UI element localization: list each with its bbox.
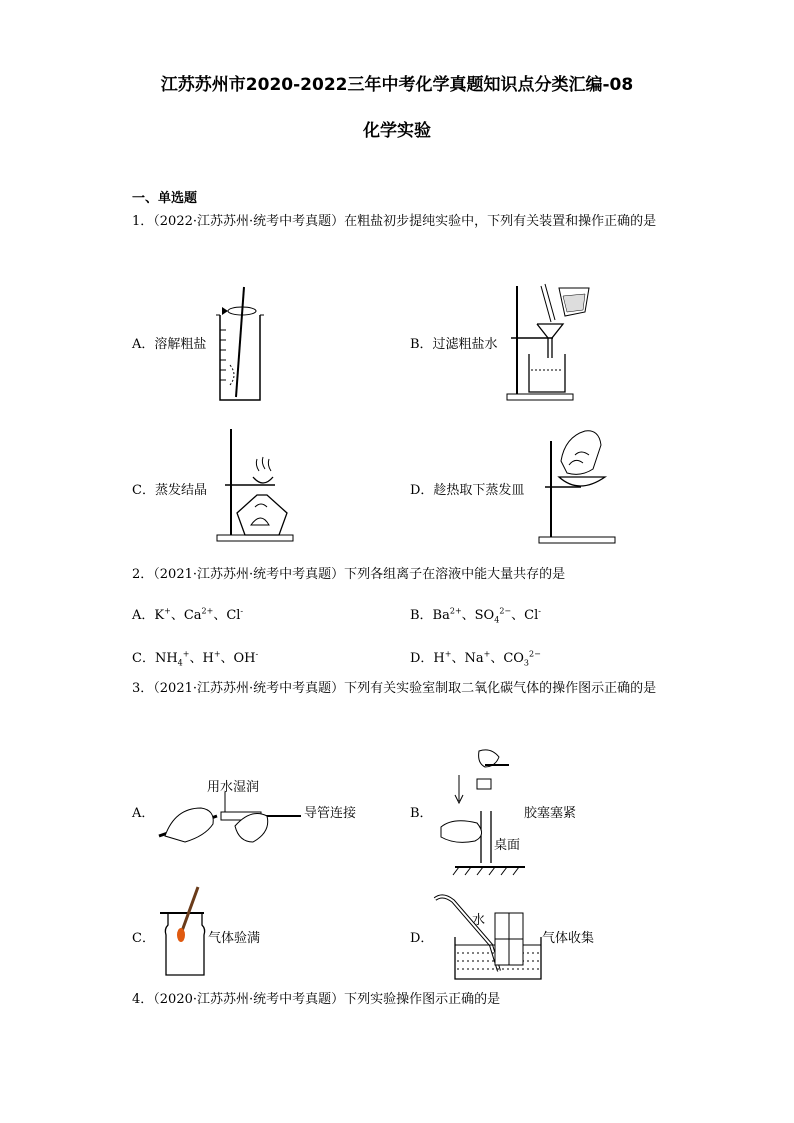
- q3-option-d: D．: [410, 931, 434, 946]
- gas-test-bottle-illustration: [158, 885, 208, 977]
- q3-a-label-connect: 导管连接: [304, 806, 357, 821]
- stopper-into-tube-illustration: [435, 745, 525, 875]
- tube-connection-illustration: [155, 792, 305, 852]
- q3-b-label-stopper: 胶塞塞紧: [524, 806, 577, 821]
- q1-option-a: A．溶解粗盐: [132, 337, 207, 352]
- q3-d-label-collect: 气体收集: [542, 931, 595, 946]
- page-title-line1: 江苏苏州市2020-2022三年中考化学真题知识点分类汇编-08: [160, 75, 634, 95]
- q3-option-a: A．: [132, 806, 155, 821]
- q2-option-c: C．$NH_4^+$、H+、OH-: [132, 649, 259, 668]
- filtration-illustration: [505, 282, 600, 407]
- hand-removing-dish-illustration: [535, 427, 620, 549]
- q2-option-a: A．K+、$Ca^{2+}$、Cl-: [132, 606, 244, 623]
- evaporation-illustration: [215, 427, 300, 547]
- q3-option-b: B．: [410, 806, 433, 821]
- q3-a-label-wet: 用水湿润: [207, 780, 260, 795]
- q3-c-label-check: 气体验满: [208, 931, 261, 946]
- water-collection-illustration: [433, 893, 548, 983]
- dissolving-beaker-illustration: [208, 285, 268, 405]
- q3-option-c: C．: [132, 931, 155, 946]
- q3-b-label-desk: 桌面: [494, 838, 521, 853]
- q2-option-b: B．$Ba^{2+}$、$SO_4^{2-}$、Cl-: [410, 606, 541, 625]
- question-2-text: 2．（2021·江苏苏州·统考中考真题）下列各组离子在溶液中能大量共存的是: [132, 567, 566, 582]
- page-title-line2: 化学实验: [363, 121, 431, 141]
- question-1-text: 1．（2022·江苏苏州·统考中考真题）在粗盐初步提纯实验中，下列有关装置和操作正确的是: [132, 214, 657, 229]
- question-4-text: 4．（2020·江苏苏州·统考中考真题）下列实验操作图示正确的是: [132, 992, 501, 1007]
- q1-option-c: C．蒸发结晶: [132, 483, 207, 498]
- q3-d-label-water: 水: [472, 913, 486, 928]
- section-heading: 一、单选题: [132, 191, 198, 206]
- q2-option-d: D．H+、Na+、$CO_3^{2-}$: [410, 649, 541, 668]
- q1-option-d: D．趁热取下蒸发皿: [410, 483, 525, 498]
- question-3-text: 3．（2021·江苏苏州·统考中考真题）下列有关实验室制取二氧化碳气体的操作图示正确的是: [132, 681, 657, 696]
- q1-option-b: B．过滤粗盐水: [410, 337, 498, 352]
